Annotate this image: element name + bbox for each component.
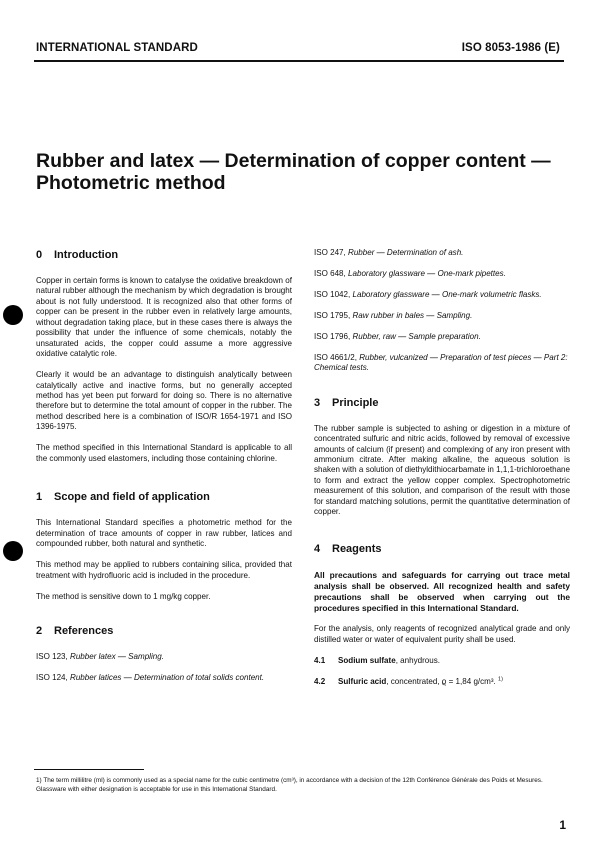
section-4-heading: 4 Reagents — [314, 542, 382, 555]
section-0-heading: 0 Introduction — [36, 249, 119, 261]
reagent-item: 4.2 Sulfuric acid, concentrated, ϱ = 1,84 g/cm³. $^{1)}$ — [314, 676, 503, 687]
reference-item: ISO 648, Laboratory glassware — One-mark pipettes. — [314, 268, 506, 278]
header-left: INTERNATIONAL STANDARD — [36, 42, 198, 54]
reference-item: ISO 123, Rubber latex — Sampling. — [36, 651, 164, 661]
section-3-heading: 3 Principle — [314, 396, 379, 409]
punch-hole-mark — [3, 541, 23, 561]
left-column — [36, 248, 292, 694]
footnote-rule — [34, 769, 144, 770]
page-number: 1 — [559, 818, 566, 832]
reference-item: ISO 1795, Raw rubber in bales — Sampling. — [314, 310, 473, 320]
footnote: 1) The term millilitre (ml) is commonly used as a special name for the cubic centimetre (cm³), in accordance with a decision of the 12th Conférence Générale des Poids et Mesures. Glassware with either designation is acceptable for use in this International Standard. — [36, 777, 543, 793]
reagents-paragraph: For the analysis, only reagents of recognized analytical grade and only distilled water or water of equivalent purity shall be used. — [314, 624, 570, 644]
intro-paragraph: Clearly it would be an advantage to distinguish analytically between catalytically active and inactive forms, but no generally accepted method has yet been put forward for doing so. There is no alternative therefore but to determine the total amount of copper in the rubber. The method described here is a combination of ISO/R 1654-1971 and ISO 1396-1975. — [36, 370, 292, 432]
reference-item: ISO 1796, Rubber, raw — Sample preparation. — [314, 331, 481, 341]
principle-paragraph: The rubber sample is subjected to ashing or digestion in a mixture of concentrated sulfuric and nitric acids, followed by removal of excessive amounts of calcium (if present) and complexing of any iron present with ammonium citrate. After making alkaline, the aqueous solution is shaken with a solution of diethyldithiocarbamate in 1,1,1-trichloroethane to form and extract the yellow copper complex. Spectrophotometric measurement of this solution, and comparison of the result with those for standard matching solutions, permit the quantitative determination of copper. — [314, 423, 570, 517]
page-title — [36, 150, 556, 194]
punch-hole-mark — [3, 305, 23, 325]
section-2-heading: 2 References — [36, 624, 114, 637]
intro-paragraph: Copper in certain forms is known to catalyse the oxidative breakdown of natural rubber although the mechanism by which degradation is brought about is not fully understood. It is recognized also that other forms of copper can be present in the rubber even in relatively large amounts, without degradation taking place, but in these cases there is always the possibility that under the influence of some chemicals, notably the unsaturated acids, the copper could assume a more aggressive oxidative catalytic role. — [36, 276, 292, 359]
reference-item: ISO 247, Rubber — Determination of ash. — [314, 248, 464, 257]
reference-item: ISO 124, Rubber latices — Determination of total solids content. — [36, 672, 265, 682]
header-rule — [34, 60, 564, 62]
section-1-heading: 1 Scope and field of application — [36, 491, 210, 504]
title-line-1: Rubber and latex — Determination of copper content — — [36, 150, 551, 172]
intro-paragraph: The method specified in this International Standard is applicable to all the commonly used elastomers, including those containing chlorine. — [36, 443, 292, 463]
scope-paragraph: The method is sensitive down to 1 mg/kg copper. — [36, 591, 211, 601]
header-right: ISO 8053-1986 (E) — [461, 42, 560, 54]
title-line-2: Photometric method — [36, 172, 226, 194]
safety-warning: All precautions and safeguards for carrying out trace metal analysis shall be observed. All recognized health and safety precautions shall be observed when carrying out the procedures specified in this International Standard. — [314, 569, 570, 613]
scope-paragraph: This method may be applied to rubbers containing silica, provided that treatment with hydrofluoric acid is included in the procedure. — [36, 560, 292, 580]
scope-paragraph: This International Standard specifies a photometric method for the determination of trace amounts of copper in raw rubber, latices and compounded rubber, both natural and synthetic. — [36, 518, 292, 549]
reference-item: ISO 4661/2, Rubber, vulcanized — Preparation of test pieces — Part 2: Chemical tests. — [314, 352, 568, 373]
reagent-item: 4.1 Sodium sulfate, anhydrous. — [314, 655, 440, 665]
reference-item: ISO 1042, Laboratory glassware — One-mark volumetric flasks. — [314, 289, 542, 299]
right-column — [314, 248, 570, 699]
